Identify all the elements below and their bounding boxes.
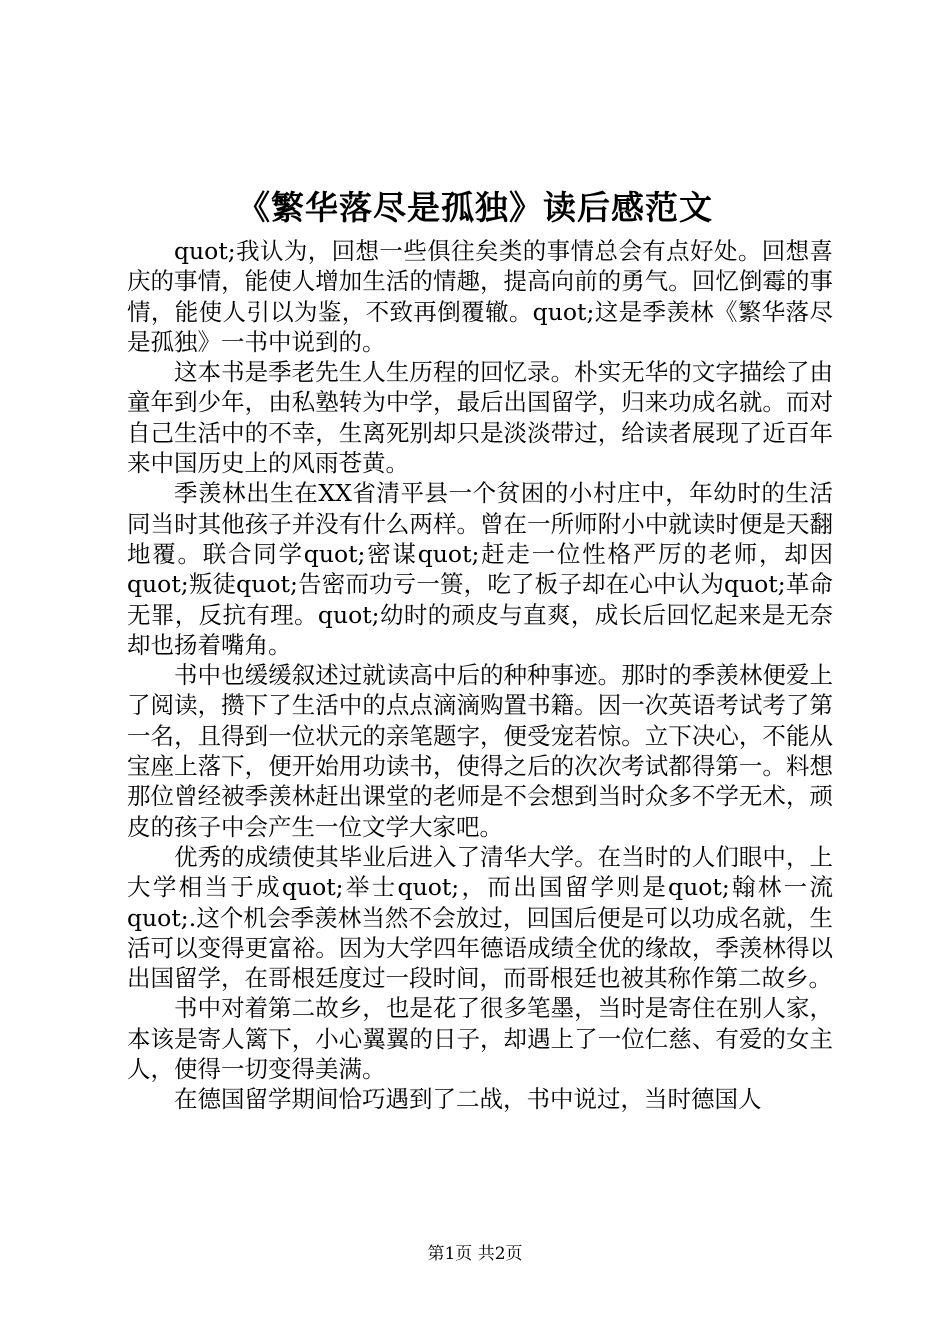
paragraph: 在德国留学期间恰巧遇到了二战，书中说过，当时德国人 <box>174 1085 762 1114</box>
paragraph: 书中也缓缓叙述过就读高中后的种种事迹。那时的季羡林便爱上了阅读，攒下了生活中的点点滴滴购置书籍。因一次英语考试考了第一名，且得到一位状元的亲笔题字，便受宠若惊。立下决心，不能从宝座上落下，便开始用功读书，使得之后的次次考试都得第一。料想那位曾经被季羡林赶出课堂的老师是不会想到当时众多不学无术，顽皮的孩子中会产生一位文学大家吧。 <box>127 661 833 841</box>
paragraph: 季羡林出生在XX省清平县一个贫困的小村庄中，年幼时的生活同当时其他孩子并没有什么两样。曾在一所师附小中就读时便是天翻地覆。联合同学quot;密谋quot;赶走一位性格严厉的老师，却因quot;叛徒quot;告密而功亏一篑，吃了板子却在心中认为quot;革命无罪，反抗有理。quot;幼时的顽皮与直爽，成长后回忆起来是无奈却也扬着嘴角。 <box>127 479 833 659</box>
page-number-footer: 第1页 共2页 <box>427 1244 523 1264</box>
document-body <box>127 236 833 1115</box>
paragraph: 这本书是季老先生人生历程的回忆录。朴实无华的文字描绘了由童年到少年，由私塾转为中学，最后出国留学，归来功成名就。而对自己生活中的不幸，生离死别却只是淡淡带过，给读者展现了近百年来中国历史上的风雨苍黄。 <box>127 358 833 478</box>
paragraph: 书中对着第二故乡，也是花了很多笔墨，当时是寄住在别人家，本该是寄人篱下，小心翼翼的日子，却遇上了一位仁慈、有爱的女主人，使得一切变得美满。 <box>127 994 833 1084</box>
paragraph: 优秀的成绩使其毕业后进入了清华大学。在当时的人们眼中，上大学相当于成quot;举士quot;，而出国留学则是quot;翰林一流quot;.这个机会季羡林当然不会放过，回国后便是可以功成名就，生活可以变得更富裕。因为大学四年德语成绩全优的缘故，季羡林得以出国留学，在哥根廷度过一段时间，而哥根廷也被其称作第二故乡。 <box>127 842 833 993</box>
paragraph: quot;我认为，回想一些俱往矣类的事情总会有点好处。回想喜庆的事情，能使人增加生活的情趣，提高向前的勇气。回忆倒霉的事情，能使人引以为鉴，不致再倒覆辙。quot;这是季羡林《繁华落尽是孤独》一书中说到的。 <box>127 237 833 356</box>
document-title: 《繁华落尽是孤独》读后感范文 <box>237 188 713 227</box>
